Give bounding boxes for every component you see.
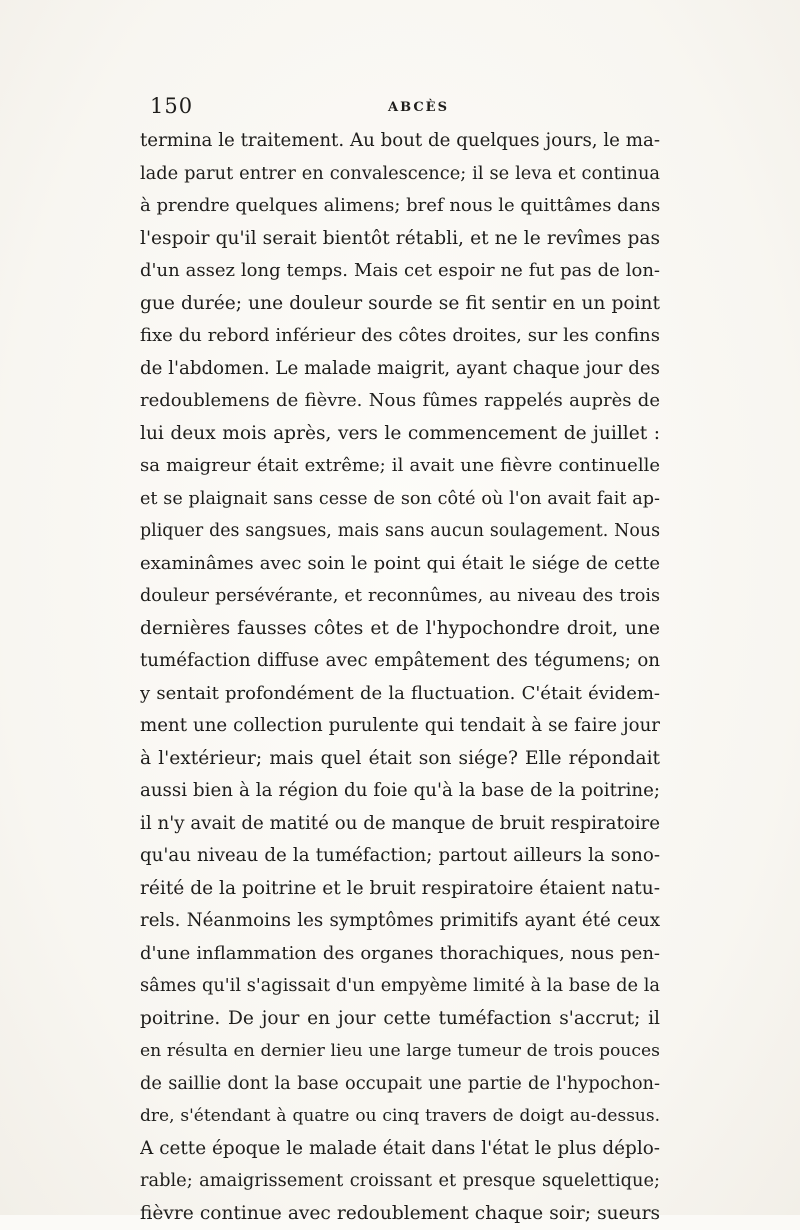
text-line: à prendre quelques alimens; bref nous le quittâmes dans	[140, 190, 660, 223]
text-line: d'une inflammation des organes thorachiques, nous pen-	[140, 938, 660, 971]
text-line: rels. Néanmoins les symptômes primitifs ayant été ceux	[140, 905, 660, 938]
text-line: il n'y avait de matité ou de manque de bruit respiratoire	[140, 808, 660, 841]
text-line: redoublemens de fièvre. Nous fûmes rappelés auprès de	[140, 385, 660, 418]
text-line: à l'extérieur; mais quel était son siége? Elle répondait	[140, 743, 660, 776]
text-line: rable; amaigrissement croissant et presque squelettique;	[140, 1165, 660, 1198]
text-line: y sentait profondément de la fluctuation. C'était évidem-	[140, 678, 660, 711]
text-line: fixe du rebord inférieur des côtes droites, sur les confins	[140, 320, 660, 353]
text-line: et se plaignait sans cesse de son côté où l'on avait fait ap-	[140, 483, 660, 516]
text-line: sâmes qu'il s'agissait d'un empyème limité à la base de la	[140, 970, 660, 1003]
text-line: termina le traitement. Au bout de quelques jours, le ma-	[140, 125, 660, 158]
text-line: dernières fausses côtes et de l'hypochondre droit, une	[140, 613, 660, 646]
text-line: d'un assez long temps. Mais cet espoir ne fut pas de lon-	[140, 255, 660, 288]
text-line: A cette époque le malade était dans l'état le plus déplo-	[140, 1133, 660, 1166]
text-line: en résulta en dernier lieu une large tumeur de trois pouces	[140, 1035, 660, 1068]
text-line: l'espoir qu'il serait bientôt rétabli, et ne le revîmes pas	[140, 223, 660, 256]
page-number: 150	[150, 94, 193, 118]
text-line: tuméfaction diffuse avec empâtement des tégumens; on	[140, 645, 660, 678]
body-text	[140, 125, 660, 1230]
running-head	[150, 94, 660, 124]
text-line: réité de la poitrine et le bruit respiratoire étaient natu-	[140, 873, 660, 906]
running-title: ABCÈS	[388, 100, 449, 115]
text-line: dre, s'étendant à quatre ou cinq travers de doigt au-dessus.	[140, 1100, 660, 1133]
text-line: aussi bien à la région du foie qu'à la base de la poitrine;	[140, 775, 660, 808]
text-line: examinâmes avec soin le point qui était le siége de cette	[140, 548, 660, 581]
text-line: poitrine. De jour en jour cette tuméfaction s'accrut; il	[140, 1003, 660, 1036]
text-line: ment une collection purulente qui tendait à se faire jour	[140, 710, 660, 743]
text-line: fièvre continue avec redoublement chaque soir; sueurs	[140, 1198, 660, 1230]
text-line: qu'au niveau de la tuméfaction; partout ailleurs la sono-	[140, 840, 660, 873]
text-line: de saillie dont la base occupait une partie de l'hypochon-	[140, 1068, 660, 1101]
text-line: de l'abdomen. Le malade maigrit, ayant chaque jour des	[140, 353, 660, 386]
text-line: gue durée; une douleur sourde se fit sentir en un point	[140, 288, 660, 321]
text-line: pliquer des sangsues, mais sans aucun soulagement. Nous	[140, 515, 660, 548]
text-line: douleur persévérante, et reconnûmes, au niveau des trois	[140, 580, 660, 613]
text-line: sa maigreur était extrême; il avait une fièvre continuelle	[140, 450, 660, 483]
text-line: lui deux mois après, vers le commencement de juillet :	[140, 418, 660, 451]
text-line: lade parut entrer en convalescence; il se leva et continua	[140, 158, 660, 191]
